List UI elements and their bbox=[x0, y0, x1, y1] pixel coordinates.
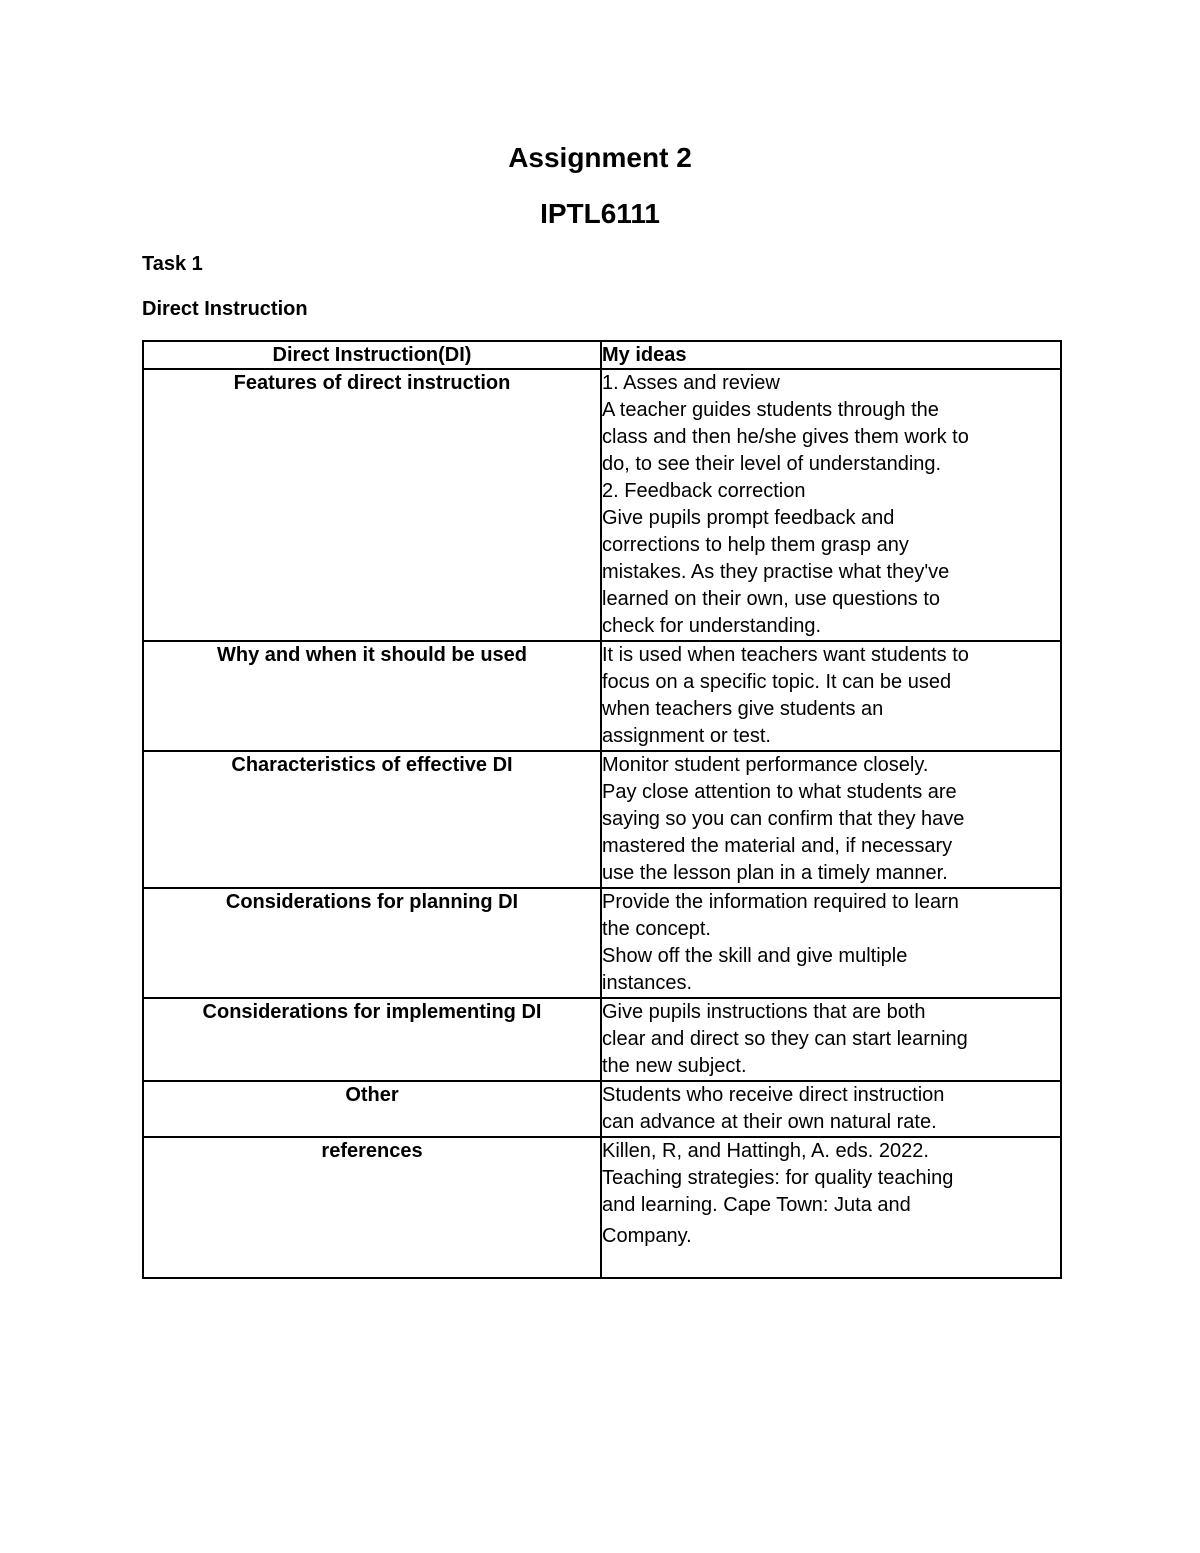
course-code: IPTL6111 bbox=[540, 198, 660, 229]
content-line: 2. Feedback correction bbox=[602, 480, 806, 502]
content-line: clear and direct so they can start learning bbox=[602, 1028, 968, 1050]
row-content bbox=[601, 1137, 1061, 1278]
row-content bbox=[601, 1081, 1061, 1137]
direct-instruction-table bbox=[142, 340, 1062, 1279]
content-line: when teachers give students an bbox=[602, 698, 884, 720]
task-heading: Task 1 bbox=[142, 253, 203, 275]
content-line: Killen, R, and Hattingh, A. eds. 2022. bbox=[602, 1140, 929, 1162]
row-content bbox=[601, 369, 1061, 641]
content-line: 1. Asses and review bbox=[602, 372, 780, 394]
content-line: Give pupils instructions that are both bbox=[602, 1001, 926, 1023]
content-line: do, to see their level of understanding. bbox=[602, 453, 942, 475]
content-line: learned on their own, use questions to bbox=[602, 588, 940, 610]
content-line: Company. bbox=[602, 1225, 692, 1247]
row-label: references bbox=[143, 1137, 601, 1278]
content-line: mistakes. As they practise what they've bbox=[602, 561, 950, 583]
table-header-row bbox=[143, 341, 1061, 369]
content-line: It is used when teachers want students to bbox=[602, 644, 969, 666]
content-line: Show off the skill and give multiple bbox=[602, 945, 908, 967]
content-line: assignment or test. bbox=[602, 725, 771, 747]
content-line: instances. bbox=[602, 972, 693, 994]
table-row bbox=[143, 888, 1061, 998]
row-label: Other bbox=[143, 1081, 601, 1137]
row-content bbox=[601, 888, 1061, 998]
content-line: focus on a specific topic. It can be used bbox=[602, 671, 952, 693]
content-line: class and then he/she gives them work to bbox=[602, 426, 969, 448]
table-row bbox=[143, 1081, 1061, 1137]
content-line: A teacher guides students through the bbox=[602, 399, 939, 421]
content-line: and learning. Cape Town: Juta and bbox=[602, 1194, 911, 1216]
row-content bbox=[601, 641, 1061, 751]
section-heading: Direct Instruction bbox=[142, 298, 308, 320]
content-line: corrections to help them grasp any bbox=[602, 534, 909, 556]
content-line: the concept. bbox=[602, 918, 711, 940]
content-line: Teaching strategies: for quality teaching bbox=[602, 1167, 954, 1189]
row-label: Considerations for implementing DI bbox=[143, 998, 601, 1081]
content-line: Students who receive direct instruction bbox=[602, 1084, 945, 1106]
header-my-ideas: My ideas bbox=[601, 341, 1061, 369]
content-line: Monitor student performance closely. bbox=[602, 754, 929, 776]
table-row bbox=[143, 998, 1061, 1081]
table-row bbox=[143, 641, 1061, 751]
table-row bbox=[143, 1137, 1061, 1278]
row-content bbox=[601, 751, 1061, 888]
content-line: Provide the information required to learn bbox=[602, 891, 959, 913]
row-label: Why and when it should be used bbox=[143, 641, 601, 751]
content-line: saying so you can confirm that they have bbox=[602, 808, 965, 830]
content-line: Pay close attention to what students are bbox=[602, 781, 957, 803]
row-label: Features of direct instruction bbox=[143, 369, 601, 641]
header-direct-instruction: Direct Instruction(DI) bbox=[143, 341, 601, 369]
row-label: Considerations for planning DI bbox=[143, 888, 601, 998]
content-line: use the lesson plan in a timely manner. bbox=[602, 862, 948, 884]
row-content bbox=[601, 998, 1061, 1081]
content-line: Give pupils prompt feedback and bbox=[602, 507, 895, 529]
content-line: can advance at their own natural rate. bbox=[602, 1111, 937, 1133]
table-row bbox=[143, 369, 1061, 641]
content-line: mastered the material and, if necessary bbox=[602, 835, 953, 857]
content-line: check for understanding. bbox=[602, 615, 822, 637]
content-line: the new subject. bbox=[602, 1055, 747, 1077]
row-label: Characteristics of effective DI bbox=[143, 751, 601, 888]
table-row bbox=[143, 751, 1061, 888]
page-title: Assignment 2 bbox=[508, 142, 692, 173]
